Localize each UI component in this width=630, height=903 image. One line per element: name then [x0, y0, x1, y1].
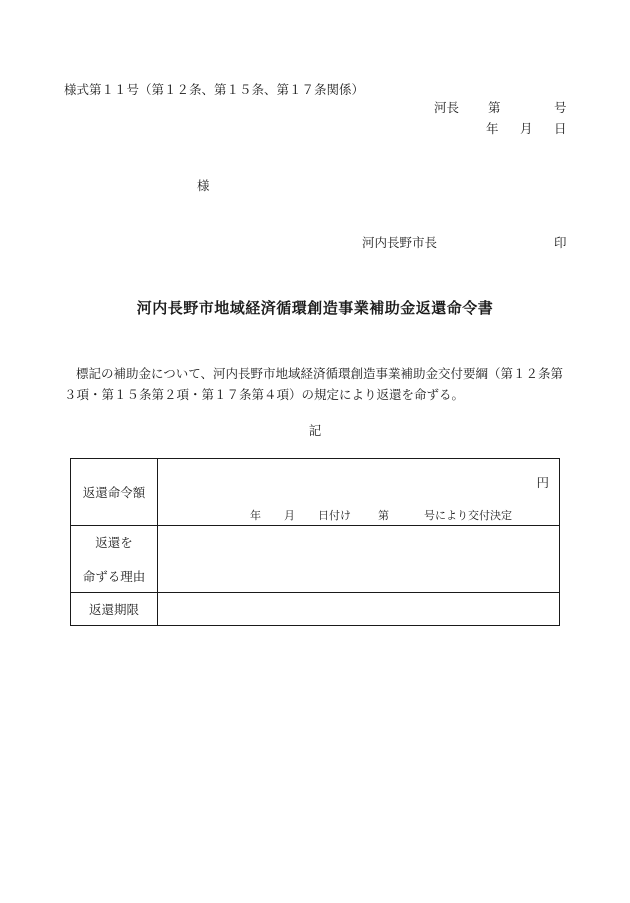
date-year: 年 — [486, 121, 499, 136]
date-day: 日 — [554, 121, 567, 136]
reason-label-line-2: 命ずる理由 — [82, 569, 146, 584]
return-order-table — [70, 458, 560, 626]
deadline-value-cell — [158, 593, 560, 626]
form-number: 様式第１１号（第１２条、第１５条、第１７条関係） — [64, 82, 365, 97]
decision-dated: 日付け — [318, 509, 351, 522]
body-text: 標記の補助金について、河内長野市地域経済循環創造事業補助金交付要綱（第１２条第３項・第１５条第２項・第１７条第４項）の規定により返還を命ずる。 — [64, 366, 564, 402]
sender-name: 河内長野市長 — [362, 235, 438, 250]
note-label: 記 — [308, 423, 322, 438]
document-title: 河内長野市地域経済循環創造事業補助金返還命令書 — [136, 299, 494, 317]
table-row-amount — [71, 459, 560, 526]
decision-suffix: 号により交付決定 — [424, 509, 512, 522]
table-row-deadline — [71, 593, 560, 626]
amount-label: 返還命令額 — [71, 459, 158, 526]
recipient-honorific: 様 — [197, 178, 210, 193]
reference-go: 号 — [554, 100, 567, 115]
seal-mark: 印 — [554, 235, 567, 250]
reference-dai: 第 — [488, 100, 501, 115]
reason-value-cell — [158, 526, 560, 593]
table-row-reason — [71, 526, 560, 593]
reason-label-line-1: 返還を — [95, 535, 133, 550]
date-month: 月 — [520, 121, 533, 136]
reference-prefix: 河長 — [434, 100, 460, 115]
decision-year: 年 — [250, 509, 261, 522]
decision-dai: 第 — [378, 509, 389, 522]
decision-month: 月 — [284, 509, 295, 522]
reason-label — [71, 526, 158, 593]
yen-unit: 円 — [536, 475, 549, 490]
deadline-label: 返還期限 — [71, 593, 158, 626]
amount-value-cell — [158, 459, 560, 526]
